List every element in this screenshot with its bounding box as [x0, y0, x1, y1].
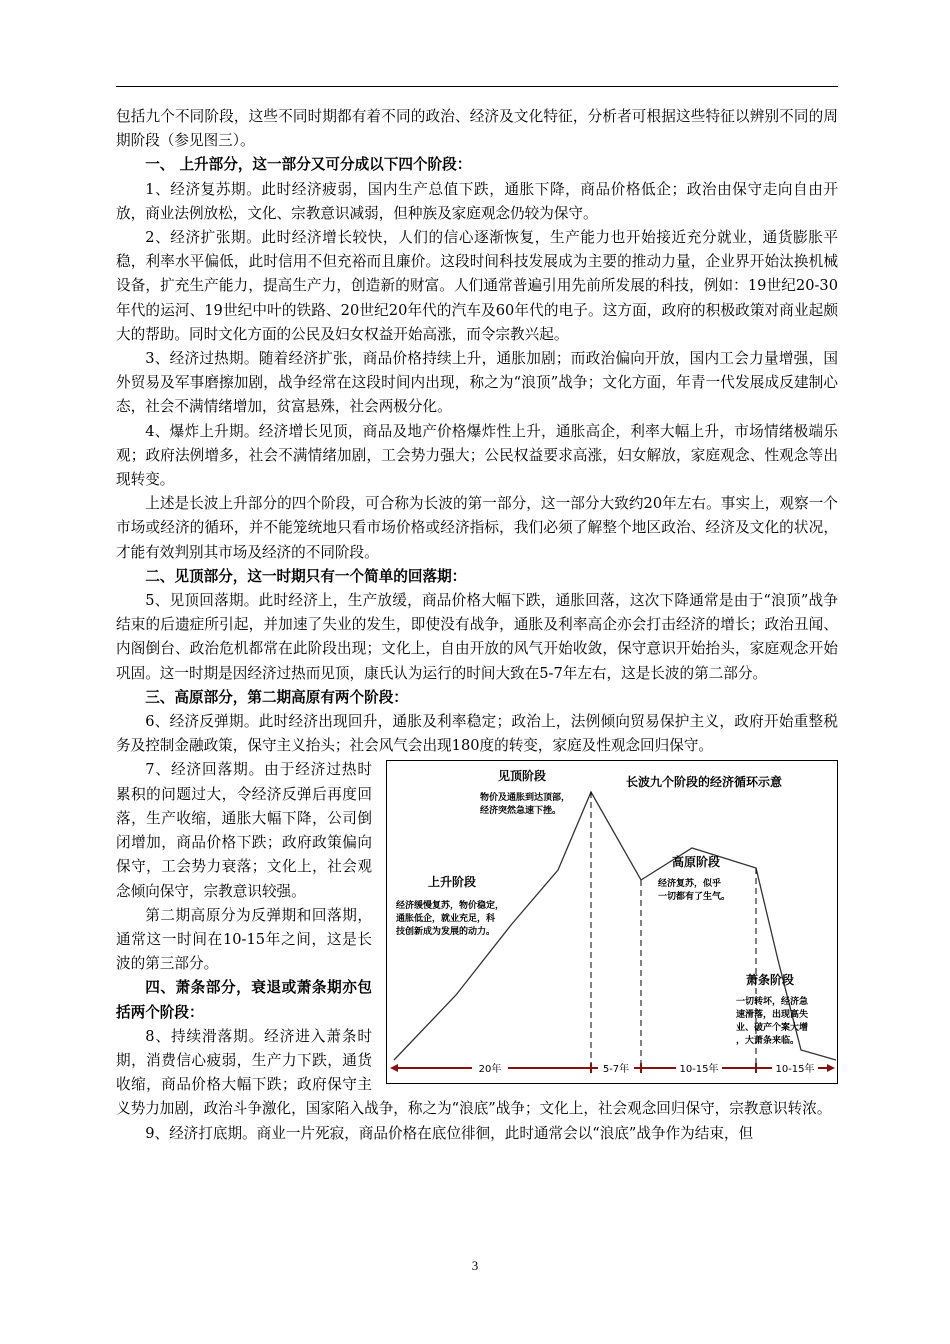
- paragraph: 上述是长波上升部分的四个阶段，可合称为长波的第一部分，这一部分大致约20年左右。事实上，观察一个市场或经济的循环，并不能笼统地只看市场价格或经济指标，我们必须了解整个地区政治、经济及文化的状况，才能有效判别其市场及经济的不同阶段。: [116, 495, 838, 561]
- figure-title: 长波九个阶段的经济循环示意: [626, 775, 783, 790]
- document-body: [116, 105, 838, 1146]
- paragraph: 包括九个不同阶段，这些不同时期都有着不同的政治、经济及文化特征，分析者可根据这些特征以辨别不同的周期阶段（参见图三）。: [116, 108, 838, 150]
- paragraph: 2、经济扩张期。此时经济增长较快，人们的信心逐渐恢复，生产能力也开始接近充分就业，通货膨胀平稳，利率水平偏低，此时信用不但充裕而且廉价。这段时间科技发展成为主要的推动力量，企业界开始汰换机械设备，扩充生产能力，提高生产力，创造新的财富。人们通常普遍引用先前所发展的科技，例如：19世纪20-30年代的运河、19世纪中叶的铁路、20世纪20年代的汽车及60年代的电子。这方面，政府的积极政策对商业起颇大的帮助。同时文化方面的公民及妇女权益开始高涨，而令宗教兴起。: [116, 229, 838, 343]
- paragraph: 3、经济过热期。随着经济扩张，商品价格持续上升，通胀加剧；而政治偏向开放，国内工会力量增强，国外贸易及军事磨擦加剧，战争经常在这段时间内出现，称之为“浪顶”战争；文化方面，年青一代发展成反建制心态，社会不满情绪增加，贫富悬殊，社会两极分化。: [116, 350, 838, 416]
- paragraph: 4、爆炸上升期。经济增长见顶，商品及地产价格爆炸性上升，通胀高企，利率大幅上升，市场情绪极端乐观；政府法例增多，社会不满情绪加剧，工会势力强大；公民权益要求高涨，妇女解放，家庭观念、性观念等出现转变。: [116, 422, 838, 489]
- paragraph: 9、经济打底期。商业一片死寂，商品价格在底位徘徊，此时通常会以“浪底”战争作为结束，但: [145, 1124, 754, 1142]
- phase-desc-peak: 经济突然急速下挫。: [480, 806, 562, 817]
- phase-desc-depression: 一切转坏，经济急: [736, 997, 809, 1008]
- phase-label-peak: 见顶阶段: [498, 769, 547, 784]
- duration-label-plateau: 10-15年: [679, 1064, 719, 1076]
- paragraph: 7、经济回落期。由于经济过热时累积的问题过大，令经济反弹后再度回落，生产收缩，通胀大幅下降，公司倒闭增加，商品价格下跌；政府政策偏向保守，工会势力衰落；文化上，社会观念倾向保守，宗教意识较强。: [116, 761, 372, 900]
- long-wave-figure: [386, 760, 838, 1084]
- duration-label-depression: 10-15年: [775, 1064, 815, 1076]
- phase-desc-plateau: 一切都有了生气。: [658, 892, 731, 903]
- section-heading-plateau: 三、高原部分，第二期高原有两个阶段：: [145, 688, 408, 706]
- duration-label-peak: 5-7年: [602, 1064, 630, 1076]
- paragraph: 5、见顶回落期。此时经济上，生产放缓，商品价格大幅下跌，通胀回落，这次下降通常是由于“浪顶”战争结束的后遗症所引起，并加速了失业的发生，即使没有战争，通胀及利率高企亦会打击经济的增长；政治丑闻、内阁倒台、政治危机都常在此阶段出现；文化上，自由开放的风气开始收敛，保守意识开始抬头，家庭观念开始巩固。这一时期是因经济过热而见顶，康氏认为运行的时间大致在5-7年左右，这是长波的第二部分。: [116, 592, 838, 682]
- section-heading-depression: 四、萧条部分，衰退或萧条期亦包括两个阶段：: [116, 979, 372, 1021]
- long-wave-diagram: [386, 760, 838, 1084]
- paragraph: 第二期高原分为反弹期和回落期，通常这一时间在10-15年之间，这是长波的第三部分。: [116, 906, 372, 973]
- phase-label-depression: 萧条阶段: [746, 973, 795, 988]
- phase-desc-depression: 速滑落，出现高失: [736, 1010, 809, 1021]
- phase-desc-rising: 经济缓慢复苏，物价稳定，: [396, 901, 505, 912]
- phase-label-rising: 上升阶段: [428, 875, 477, 890]
- phase-desc-rising: 通胀低企，就业充足，科: [396, 914, 496, 925]
- paragraph: 8、持续滑落期。经济进入萧条时期，消费信心疲弱，生产力下跌，通货收缩，商品价格大幅下跌；政府保守主义势力加剧，政治斗争激化，国家陷入战争，称之为“浪底”战争；文化上，社会观念回归保守，宗教意识转浓。: [116, 1027, 832, 1118]
- paragraph: 6、经济反弹期。此时经济出现回升，通胀及利率稳定；政治上，法例倾向贸易保护主义，政府开始重整税务及控制金融政策，保守主义抬头；社会风气会出现180度的转变，家庭及性观念回归保守。: [116, 713, 838, 755]
- phase-desc-depression: 业、破产个案大增: [736, 1023, 809, 1034]
- phase-desc-peak: 物价及通胀到达顶部，: [480, 793, 571, 804]
- phase-desc-rising: 技创新成为发展的动力。: [396, 927, 496, 938]
- phase-label-plateau: 高原阶段: [672, 855, 721, 870]
- phase-desc-plateau: 经济复苏，似乎: [658, 879, 722, 890]
- page-number: 3: [471, 1258, 479, 1273]
- header-rule: [116, 86, 838, 87]
- section-heading-rising: 一、 上升部分，这一部分又可分成以下四个阶段：: [145, 156, 472, 174]
- paragraph: 1、经济复苏期。此时经济疲弱，国内生产总值下跌，通胀下降，商品价格低企；政治由保守走向自由开放，商业法例放松，文化、宗教意识减弱，但种族及家庭观念仍较为保守。: [116, 180, 838, 222]
- phase-desc-depression: ，大萧条来临。: [736, 1036, 800, 1047]
- section-heading-peak: 二、见顶部分，这一时期只有一个简单的回落期：: [145, 567, 467, 585]
- duration-label-rising: 20年: [478, 1064, 502, 1076]
